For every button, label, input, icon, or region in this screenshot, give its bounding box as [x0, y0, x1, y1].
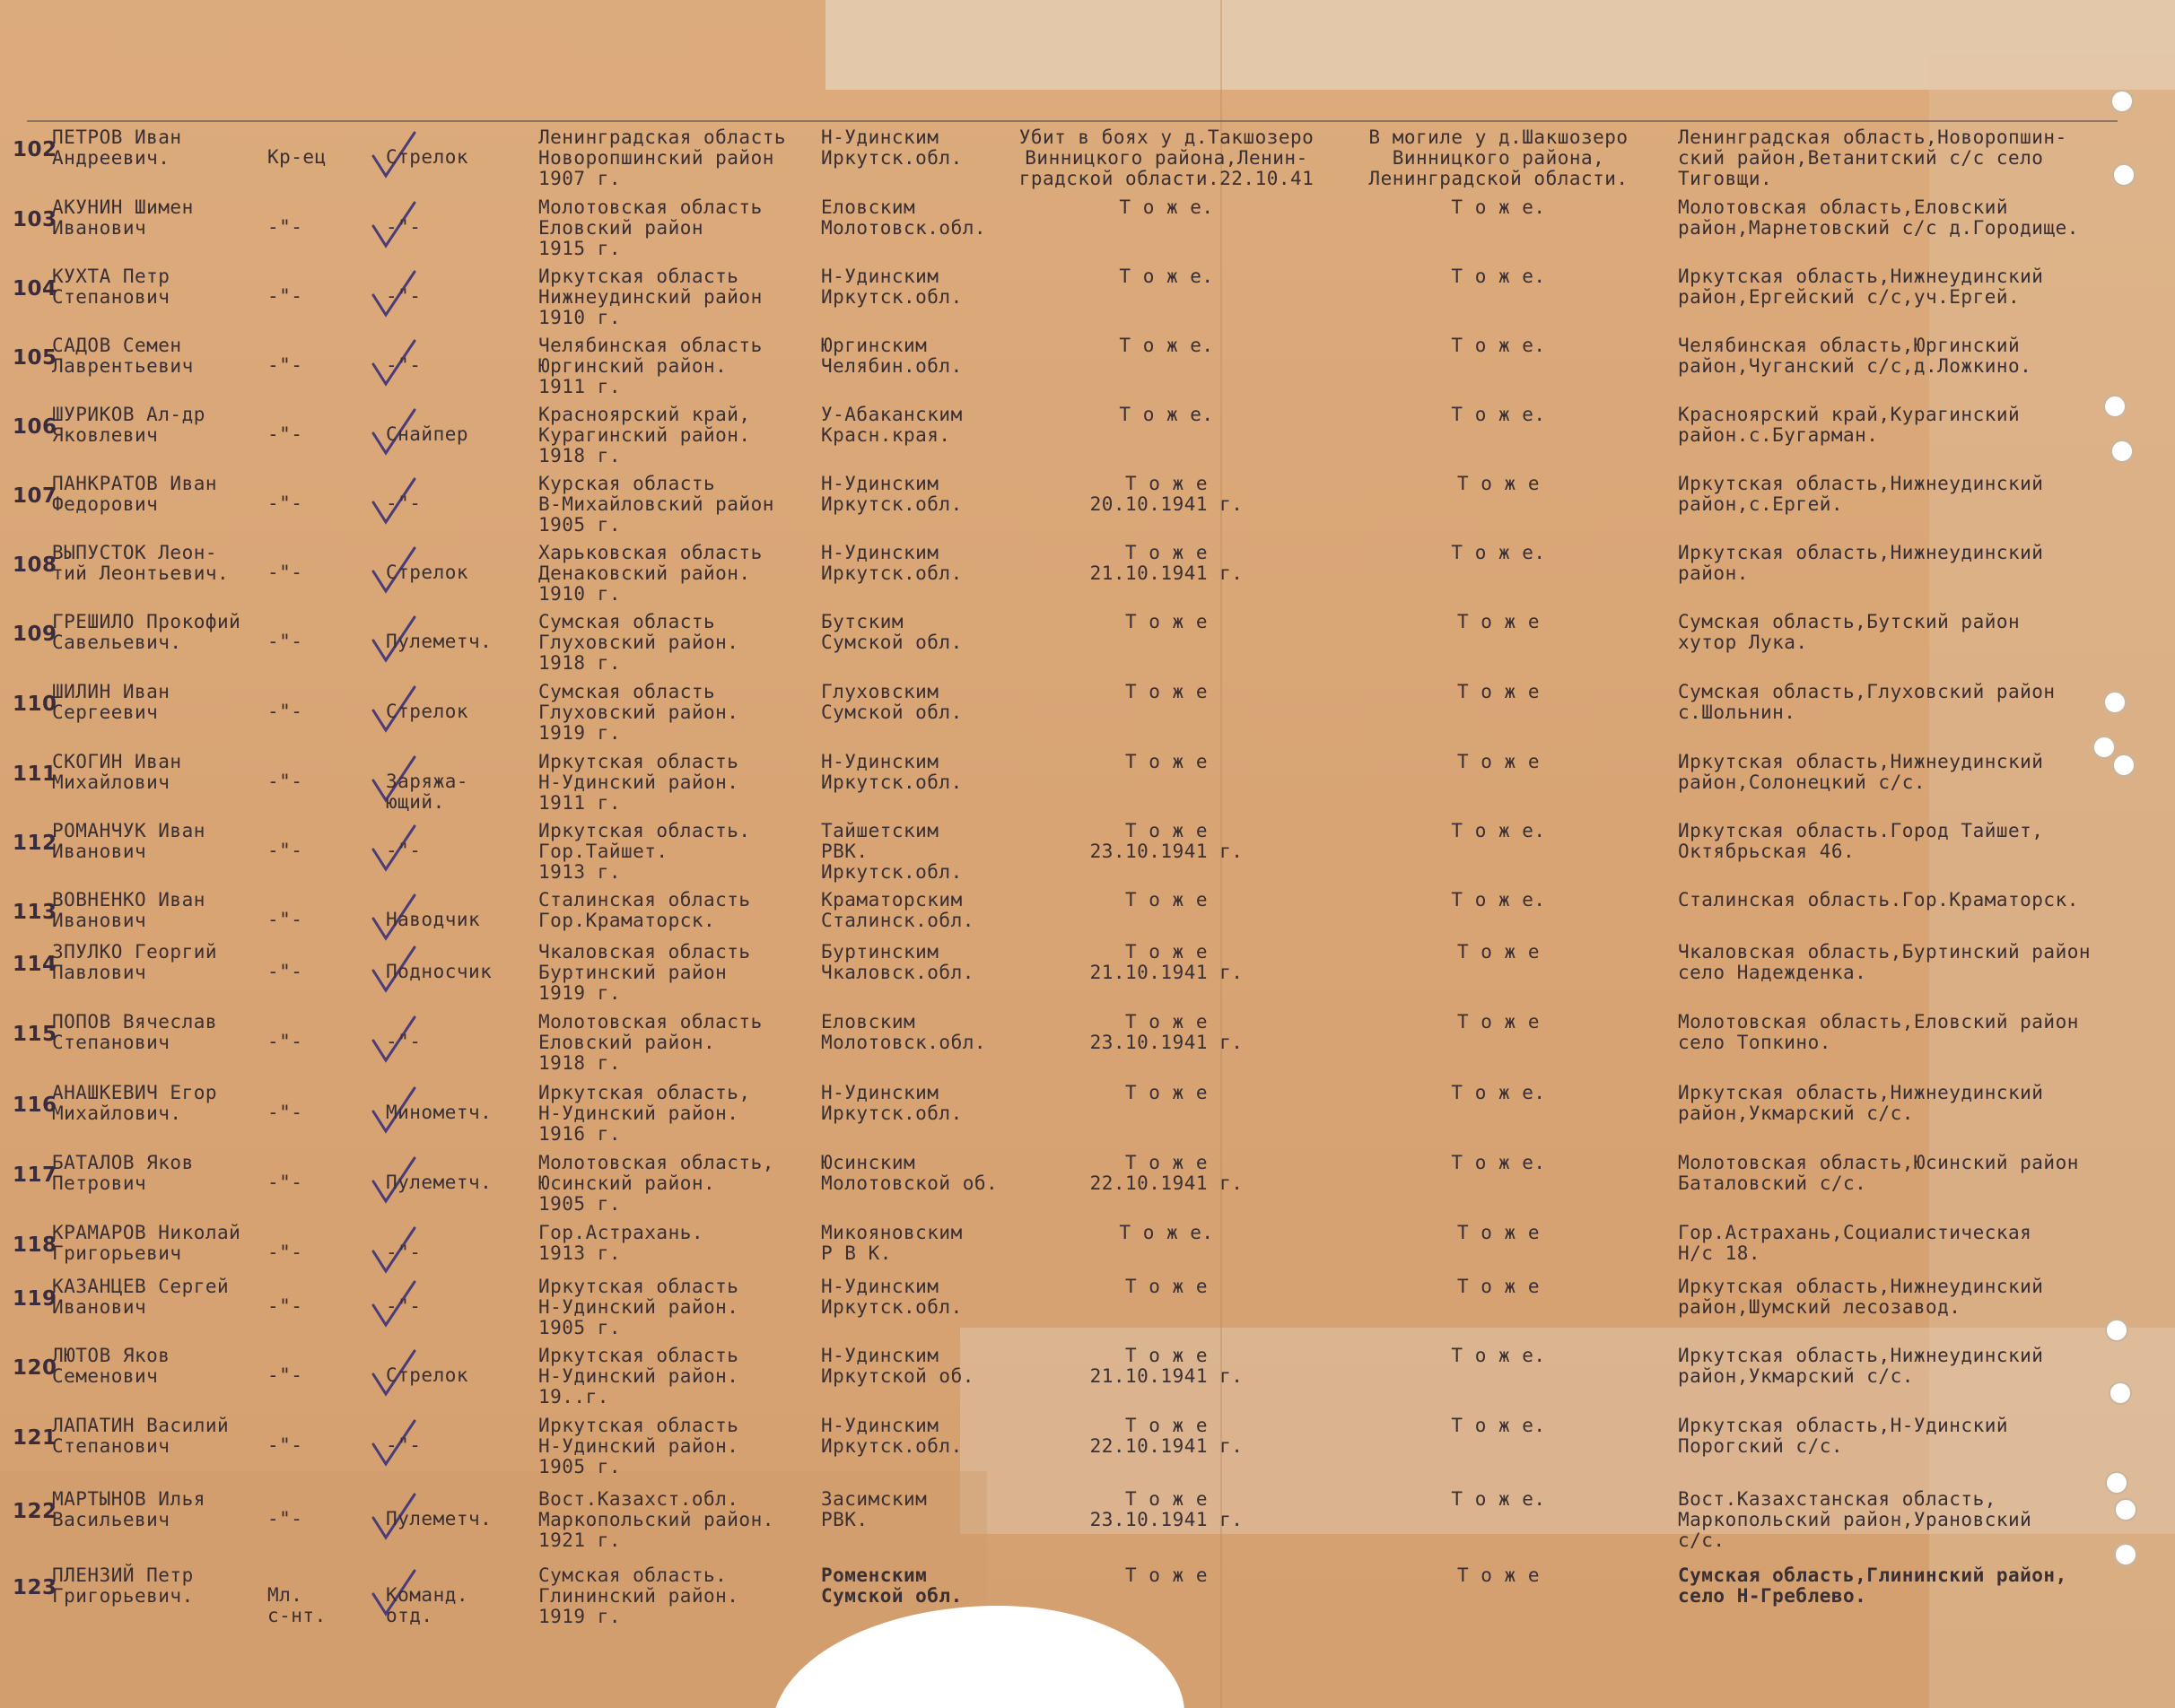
row-number: 116	[13, 1094, 57, 1117]
row-number: 113	[13, 901, 57, 924]
military-rank: -"-	[267, 1242, 303, 1263]
home-address: Молотовская область,Юсинский район Баталовский с/с.	[1678, 1152, 2079, 1194]
burial-place: Т о ж е	[1456, 473, 1540, 494]
birthplace-and-year: Ленинградская область Новоропшинский район 1907 г.	[538, 126, 787, 189]
list-row	[0, 612, 2175, 682]
home-address: Иркутская область,Нижнеудинский район,Укмарский с/с.	[1678, 1345, 2044, 1387]
home-address: Сталинская область.Гор.Краматорск.	[1678, 889, 2079, 911]
conscription-office: Буртинским Чкаловск.обл.	[821, 941, 974, 983]
position: Снайпер	[386, 423, 469, 445]
military-rank: -"-	[267, 285, 303, 307]
home-address: Сумская область,Бутский район хутор Лука.	[1678, 611, 2021, 653]
soldier-name: КУХТА Петр Степанович	[52, 266, 170, 308]
position: Пулеметч.	[386, 1172, 493, 1193]
burial-place: Т о ж е	[1456, 751, 1540, 772]
soldier-name: КАЗАНЦЕВ Сергей Иванович	[52, 1276, 230, 1318]
date-and-place-of-death: Т о ж е.	[1119, 1222, 1214, 1243]
military-rank: -"-	[267, 840, 303, 861]
military-rank: -"-	[267, 216, 303, 238]
burial-place: В могиле у д.Шакшозеро Винницкого района, Ленинградской области.	[1368, 126, 1629, 189]
home-address: Иркутская область,Н-Удинский Порогский с/с.	[1678, 1415, 2009, 1457]
birthplace-and-year: Гор.Астрахань. 1913 г.	[538, 1222, 704, 1264]
date-and-place-of-death: Т о ж е.	[1119, 266, 1214, 287]
military-rank: -"-	[267, 1031, 303, 1052]
burial-place: Т о ж е.	[1451, 889, 1546, 911]
home-address: Иркутская область,Нижнеудинский район.	[1678, 542, 2044, 584]
soldier-name: ПЕТРОВ Иван Андреевич.	[52, 126, 182, 169]
position: -"-	[386, 1295, 422, 1317]
position: Подносчик	[386, 961, 493, 982]
home-address: Молотовская область,Еловский район,Марнетовский с/с д.Городище.	[1678, 196, 2079, 239]
position: Стрелок	[386, 562, 469, 583]
date-and-place-of-death: Т о ж е 23.10.1941 г.	[1089, 820, 1244, 862]
home-address: Иркутская область,Нижнеудинский район,Шумский лесозавод.	[1678, 1276, 2044, 1318]
position: -"-	[386, 285, 422, 307]
soldier-name: ПОПОВ Вячеслав Степанович	[52, 1011, 218, 1053]
row-number: 104	[13, 277, 57, 301]
date-and-place-of-death: Т о ж е.	[1119, 335, 1214, 356]
row-number: 102	[13, 138, 57, 161]
birthplace-and-year: Челябинская область Юргинский район. 1911 г.	[538, 335, 763, 397]
burial-place: Т о ж е	[1456, 681, 1540, 702]
burial-place: Т о ж е	[1456, 941, 1540, 963]
date-and-place-of-death: Т о ж е 21.10.1941 г.	[1089, 1345, 1244, 1387]
military-rank: -"-	[267, 1434, 303, 1456]
burial-place: Т о ж е	[1456, 611, 1540, 632]
conscription-office: Н-Удинским Иркутск.обл.	[821, 1415, 963, 1457]
list-row	[0, 474, 2175, 544]
list-row	[0, 197, 2175, 267]
burial-place: Т о ж е.	[1451, 820, 1546, 841]
soldier-name: СКОГИН Иван Михайлович	[52, 751, 182, 793]
home-address: Иркутская область,Нижнеудинский район,Ергейский с/с,уч.Ергей.	[1678, 266, 2044, 308]
military-rank: -"-	[267, 354, 303, 376]
birthplace-and-year: Молотовская область Еловский район 1915 г.	[538, 196, 763, 259]
home-address: Молотовская область,Еловский район село Топкино.	[1678, 1011, 2079, 1053]
birthplace-and-year: Чкаловская область Буртинский район 1919 г.	[538, 941, 751, 1004]
position: Команд. отд.	[386, 1584, 469, 1626]
burial-place: Т о ж е.	[1451, 266, 1546, 287]
birthplace-and-year: Иркутская область Н-Удинский район. 1905 г.	[538, 1415, 739, 1477]
date-and-place-of-death: Т о ж е	[1124, 1276, 1208, 1297]
home-address: Иркутская область.Город Тайшет, Октябрьская 46.	[1678, 820, 2044, 862]
row-number: 115	[13, 1023, 57, 1046]
row-number: 109	[13, 623, 57, 646]
list-row	[0, 1153, 2175, 1223]
date-and-place-of-death: Т о ж е.	[1119, 404, 1214, 425]
soldier-name: КРАМАРОВ Николай Григорьевич	[52, 1222, 241, 1264]
date-and-place-of-death: Т о ж е.	[1119, 196, 1214, 218]
position: Пулеметч.	[386, 631, 493, 652]
position: Пулеметч.	[386, 1508, 493, 1529]
home-address: Красноярский край,Курагинский район.с.Бугарман.	[1678, 404, 2021, 446]
position: Стрелок	[386, 1364, 469, 1386]
soldier-name: ЗПУЛКО Георгий Павлович	[52, 941, 218, 983]
list-row	[0, 266, 2175, 336]
row-number: 119	[13, 1287, 57, 1311]
conscription-office: Краматорским Сталинск.обл.	[821, 889, 974, 931]
military-rank: -"-	[267, 1508, 303, 1529]
conscription-office: Бутским Сумской обл.	[821, 611, 963, 653]
military-rank: -"-	[267, 631, 303, 652]
conscription-office: Н-Удинским Иркутск.обл.	[821, 1082, 963, 1124]
military-rank: -"-	[267, 562, 303, 583]
date-and-place-of-death: Т о ж е 23.10.1941 г.	[1089, 1011, 1244, 1053]
conscription-office: Н-Удинским Иркутск.обл.	[821, 473, 963, 515]
list-row	[0, 752, 2175, 822]
list-row	[0, 336, 2175, 405]
home-address: Гор.Астрахань,Социалистическая Н/с 18.	[1678, 1222, 2032, 1264]
position: Минометч.	[386, 1102, 493, 1123]
conscription-office: Тайшетским РВК. Иркутск.обл.	[821, 820, 963, 883]
burial-place: Т о ж е.	[1451, 1488, 1546, 1510]
row-number: 110	[13, 693, 57, 716]
military-rank: -"-	[267, 701, 303, 722]
row-number: 118	[13, 1233, 57, 1257]
conscription-office: Юргинским Челябин.обл.	[821, 335, 963, 377]
position: -"-	[386, 1031, 422, 1052]
birthplace-and-year: Сумская область. Глининский район. 1919 г.	[538, 1564, 739, 1627]
date-and-place-of-death: Т о ж е	[1124, 1082, 1208, 1103]
conscription-office: Н-Удинским Иркутск.обл.	[821, 751, 963, 793]
burial-place: Т о ж е.	[1451, 1415, 1546, 1436]
soldier-name: ЛАПАТИН Василий Степанович	[52, 1415, 230, 1457]
date-and-place-of-death: Т о ж е 21.10.1941 г.	[1089, 941, 1244, 983]
conscription-office: Н-Удинским Иркутск.обл.	[821, 542, 963, 584]
list-row	[0, 1346, 2175, 1416]
conscription-office: Микояновским Р В К.	[821, 1222, 963, 1264]
row-number: 107	[13, 484, 57, 508]
soldier-name: ЛЮТОВ Яков Семенович	[52, 1345, 170, 1387]
burial-place: Т о ж е	[1456, 1222, 1540, 1243]
military-rank: -"-	[267, 1172, 303, 1193]
date-and-place-of-death: Убит в боях у д.Такшозеро Винницкого района,Ленин- градской области.22.10.41	[1018, 126, 1315, 189]
row-number: 120	[13, 1356, 57, 1380]
military-rank: Кр-ец	[267, 146, 327, 168]
date-and-place-of-death: Т о ж е	[1124, 681, 1208, 702]
row-number: 103	[13, 208, 57, 231]
conscription-office: Еловским Молотовск.обл.	[821, 196, 987, 239]
burial-place: Т о ж е	[1456, 1276, 1540, 1297]
birthplace-and-year: Сумская область Глуховский район. 1918 г.	[538, 611, 739, 674]
row-number: 108	[13, 553, 57, 577]
birthplace-and-year: Вост.Казахст.обл. Маркопольский район. 1921 г.	[538, 1488, 774, 1551]
list-row	[0, 1489, 2175, 1559]
position: -"-	[386, 216, 422, 238]
home-address: Ленинградская область,Новоропшин- ский район,Ветанитский с/с село Тиговщи.	[1678, 126, 2067, 189]
row-number: 105	[13, 346, 57, 370]
date-and-place-of-death: Т о ж е	[1124, 751, 1208, 772]
row-number: 117	[13, 1163, 57, 1187]
header-rule	[27, 120, 2118, 122]
burial-place: Т о ж е.	[1451, 335, 1546, 356]
home-address: Иркутская область,Нижнеудинский район,Солонецкий с/с.	[1678, 751, 2044, 793]
date-and-place-of-death: Т о ж е 22.10.1941 г.	[1089, 1152, 1244, 1194]
soldier-name: ВОВНЕНКО Иван Иванович	[52, 889, 205, 931]
date-and-place-of-death: Т о ж е	[1124, 1564, 1208, 1586]
birthplace-and-year: Молотовская область Еловский район. 1918 г.	[538, 1011, 763, 1074]
conscription-office: Засимским РВК.	[821, 1488, 928, 1530]
conscription-office: Глуховским Сумской обл.	[821, 681, 963, 723]
list-row	[0, 942, 2175, 1012]
burial-place: Т о ж е.	[1451, 404, 1546, 425]
birthplace-and-year: Сталинская область Гор.Краматорск.	[538, 889, 751, 931]
list-row	[0, 1083, 2175, 1153]
date-and-place-of-death: Т о ж е	[1124, 889, 1208, 911]
conscription-office: Юсинским Молотовской об.	[821, 1152, 999, 1194]
date-and-place-of-death: Т о ж е 23.10.1941 г.	[1089, 1488, 1244, 1530]
position: Заряжа- ющий.	[386, 771, 469, 813]
home-address: Иркутская область,Нижнеудинский район,Укмарский с/с.	[1678, 1082, 2044, 1124]
soldier-name: АНАШКЕВИЧ Егор Михайлович.	[52, 1082, 218, 1124]
list-row	[0, 682, 2175, 752]
date-and-place-of-death: Т о ж е	[1124, 611, 1208, 632]
home-address: Иркутская область,Нижнеудинский район,с.Ергей.	[1678, 473, 2044, 515]
conscription-office: Н-Удинским Иркутск.обл.	[821, 1276, 963, 1318]
list-row	[0, 127, 2175, 197]
conscription-office: Н-Удинским Иркутск.обл.	[821, 126, 963, 169]
birthplace-and-year: Иркутская область Н-Удинский район. 1905 г.	[538, 1276, 739, 1338]
military-rank: -"-	[267, 1102, 303, 1123]
soldier-name: ШУРИКОВ Ал-др Яковлевич	[52, 404, 205, 446]
soldier-name: ВЫПУСТОК Леон- тий Леонтьевич.	[52, 542, 230, 584]
military-rank: -"-	[267, 492, 303, 514]
date-and-place-of-death: Т о ж е 22.10.1941 г.	[1089, 1415, 1244, 1457]
birthplace-and-year: Сумская область Глуховский район. 1919 г.	[538, 681, 739, 744]
list-row	[0, 1012, 2175, 1082]
soldier-name: ГРЕШИЛО Прокофий Савельевич.	[52, 611, 241, 653]
position: Стрелок	[386, 701, 469, 722]
birthplace-and-year: Иркутская область Н-Удинский район. 1911 г.	[538, 751, 739, 814]
military-rank: -"-	[267, 961, 303, 982]
row-number: 114	[13, 953, 57, 976]
burial-place: Т о ж е	[1456, 1564, 1540, 1586]
burial-place: Т о ж е.	[1451, 542, 1546, 563]
birthplace-and-year: Красноярский край, Курагинский район. 1918 г.	[538, 404, 751, 466]
list-row	[0, 821, 2175, 891]
list-row	[0, 1277, 2175, 1346]
list-row	[0, 1416, 2175, 1486]
home-address: Вост.Казахстанская область, Маркопольский район,Урановский с/с.	[1678, 1488, 2032, 1551]
military-rank: -"-	[267, 423, 303, 445]
position: -"-	[386, 354, 422, 376]
position: -"-	[386, 1434, 422, 1456]
row-number: 122	[13, 1500, 57, 1523]
burial-place: Т о ж е	[1456, 1011, 1540, 1033]
list-row	[0, 405, 2175, 475]
position: -"-	[386, 492, 422, 514]
soldier-name: МАРТЫНОВ Илья Васильевич	[52, 1488, 205, 1530]
military-rank: -"-	[267, 1295, 303, 1317]
birthplace-and-year: Харьковская область Денаковский район. 1910 г.	[538, 542, 763, 605]
position: -"-	[386, 1242, 422, 1263]
burial-place: Т о ж е.	[1451, 1152, 1546, 1173]
date-and-place-of-death: Т о ж е 21.10.1941 г.	[1089, 542, 1244, 584]
position: Наводчик	[386, 909, 481, 930]
row-number: 106	[13, 415, 57, 439]
date-and-place-of-death: Т о ж е 20.10.1941 г.	[1089, 473, 1244, 515]
position: Стрелок	[386, 146, 469, 168]
row-number: 112	[13, 832, 57, 855]
soldier-name: БАТАЛОВ Яков Петрович	[52, 1152, 194, 1194]
birthplace-and-year: Иркутская область, Н-Удинский район. 1916 г.	[538, 1082, 751, 1145]
conscription-office: Н-Удинским Иркутской об.	[821, 1345, 974, 1387]
conscription-office: У-Абаканским Красн.края.	[821, 404, 963, 446]
burial-place: Т о ж е.	[1451, 1082, 1546, 1103]
soldier-name: ПАНКРАТОВ Иван Федорович	[52, 473, 218, 515]
military-rank: -"-	[267, 909, 303, 930]
burial-place: Т о ж е.	[1451, 1345, 1546, 1366]
conscription-office: Роменским Сумской обл.	[821, 1564, 963, 1607]
soldier-name: АКУНИН Шимен Иванович	[52, 196, 194, 239]
home-address: Сумская область,Глининский район, село Н-Греблево.	[1678, 1564, 2067, 1607]
soldier-name: РОМАНЧУК Иван Иванович	[52, 820, 205, 862]
military-rank: -"-	[267, 1364, 303, 1386]
military-rank: -"-	[267, 771, 303, 792]
birthplace-and-year: Иркутская область. Гор.Тайшет. 1913 г.	[538, 820, 751, 883]
row-number: 111	[13, 762, 57, 786]
birthplace-and-year: Молотовская область, Юсинский район. 1905 г.	[538, 1152, 774, 1215]
home-address: Челябинская область,Юргинский район,Чуганский с/с,д.Ложкино.	[1678, 335, 2032, 377]
military-rank: Мл. с-нт.	[267, 1584, 327, 1626]
birthplace-and-year: Иркутская область Н-Удинский район. 19..г.	[538, 1345, 739, 1407]
home-address: Чкаловская область,Буртинский район село Надежденка.	[1678, 941, 2092, 983]
conscription-office: Еловским Молотовск.обл.	[821, 1011, 987, 1053]
home-address: Сумская область,Глуховский район с.Шольнин.	[1678, 681, 2056, 723]
list-row	[0, 543, 2175, 613]
row-number: 123	[13, 1576, 57, 1599]
soldier-name: ПЛЕНЗИЙ Петр Григорьевич.	[52, 1564, 194, 1607]
burial-place: Т о ж е.	[1451, 196, 1546, 218]
birthplace-and-year: Курская область В-Михайловский район 1905 г.	[538, 473, 774, 536]
position: -"-	[386, 840, 422, 861]
soldier-name: САДОВ Семен Лаврентьевич	[52, 335, 194, 377]
soldier-name: ШИЛИН Иван Сергеевич	[52, 681, 170, 723]
row-number: 121	[13, 1426, 57, 1450]
punch-hole	[2110, 90, 2134, 113]
birthplace-and-year: Иркутская область Нижнеудинский район 1910 г.	[538, 266, 763, 328]
conscription-office: Н-Удинским Иркутск.обл.	[821, 266, 963, 308]
